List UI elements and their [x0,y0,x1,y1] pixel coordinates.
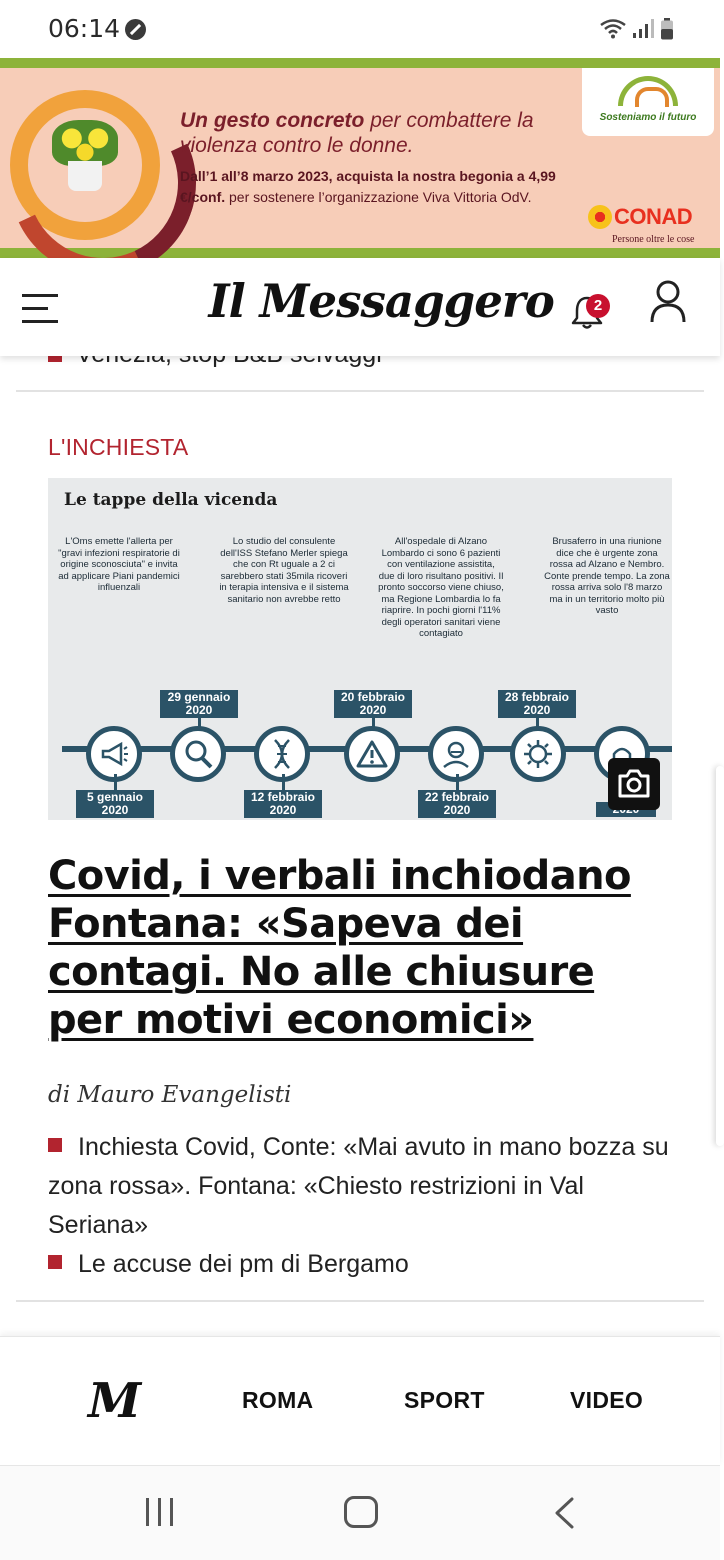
nav-sport[interactable]: SPORT [404,1387,485,1413]
nav-video[interactable]: VIDEO [570,1387,644,1413]
ad-body: Dall’1 all’8 marzo 2023, acquista la nostra begonia a 4,99 €/conf. per sostenere l’organizzazione Viva Vittoria OdV. [180,168,556,205]
related-link[interactable]: Le accuse dei pm di Bergamo [48,1245,678,1284]
article-headline[interactable]: Covid, i verbali inchiodano Fontana: «Sapeva dei contagi. No alle chiusure per motivi economici» [48,853,631,1043]
site-logo[interactable]: Il Messaggero [208,274,554,328]
timeline-date: 29 gennaio 2020 [160,690,238,718]
timeline-date: 5 gennaio 2020 [76,790,154,818]
signal-icon [632,19,654,39]
timeline-date: 28 febbraio 2020 [498,690,576,718]
menu-icon[interactable] [22,292,58,324]
conad-tagline: Persone oltre le cose [612,234,695,245]
infographic-note: All'ospedale di Alzano Lombardo ci sono 6 pazienti con ventilazione assistita, due di loro risultano positivi. Il pronto soccorso viene chiuso, ma Regione Lombardia lo fa riaprire. In pochi giorni l'11% degli operatori sanitari viene contagiato [378,536,504,639]
ad-title: Un gesto concreto per combattere la violenza contro le donne. [180,109,534,157]
site-header [0,258,720,356]
conad-logo [588,204,692,230]
sponsor-logo-icon [618,76,678,106]
notification-badge[interactable]: 2 [586,294,610,318]
infographic-title: Le tappe della vicenda [64,490,278,510]
sponsor-badge [582,68,714,136]
bullet-icon [48,1255,62,1269]
status-icons [600,18,674,40]
battery-icon [660,18,674,40]
bottom-nav [0,1336,720,1466]
infographic-note: L'Oms emette l'allerta per "gravi infezioni respiratorie di origine sconosciuta" e invita ad applicare Piani pandemici influenzali [58,536,180,593]
bullet-icon [48,1138,62,1152]
virus-icon [510,726,566,782]
camera-icon [608,758,660,810]
gallery-button[interactable] [608,758,660,810]
system-nav-bar [0,1466,720,1560]
recents-icon[interactable] [146,1498,176,1526]
conad-flower-icon [588,205,612,229]
sponsor-badge-text: Sosteniamo il futuro [599,112,697,123]
infographic-note: Brusaferro in una riunione dice che è urgente zona rossa ad Alzano e Nembro. Conte prende tempo. La zona rossa arriva solo l'8 marzo ma in un territorio molto più vasto [544,536,670,616]
related-link[interactable]: Inchiesta Covid, Conte: «Mai avuto in mano bozza su zona rossa». Fontana: «Chiesto restrizioni in Val Seriana» [48,1133,669,1239]
conad-brand: CONAD [614,204,693,229]
wifi-icon [600,19,626,39]
divider [16,1300,704,1302]
timeline-date: 20 febbraio 2020 [334,690,412,718]
side-drawer-edge [716,766,724,1146]
article-byline: di Mauro Evangelisti [48,1082,292,1108]
article-image[interactable] [48,478,672,820]
status-time: 06:14 [48,14,121,43]
divider [16,390,704,392]
user-icon[interactable] [650,280,686,324]
infographic-note: Lo studio del consulente dell'ISS Stefano Merler spiega che con Rt uguale a 2 ci sarebbero stati 35mila ricoveri in terapia intensiva e il sistema sanitario non avrebbe retto [219,536,349,605]
timeline-date: 22 febbraio 2020 [418,790,496,818]
related-links [48,1128,678,1284]
article-card [0,356,720,1336]
home-icon[interactable] [344,1496,378,1528]
back-icon[interactable] [552,1496,576,1530]
do-not-disturb-icon [125,19,146,40]
nav-roma[interactable]: ROMA [242,1387,314,1413]
home-logo-button[interactable]: M [88,1373,142,1429]
begonia-illustration [52,120,118,166]
ad-banner[interactable] [0,58,720,258]
status-bar [0,0,720,58]
warning-icon [344,726,400,782]
timeline-date: 12 febbraio 2020 [244,790,322,818]
article-kicker[interactable]: L'INCHIESTA [48,434,189,460]
magnifier-icon [170,726,226,782]
flower-pot-illustration [68,161,102,191]
